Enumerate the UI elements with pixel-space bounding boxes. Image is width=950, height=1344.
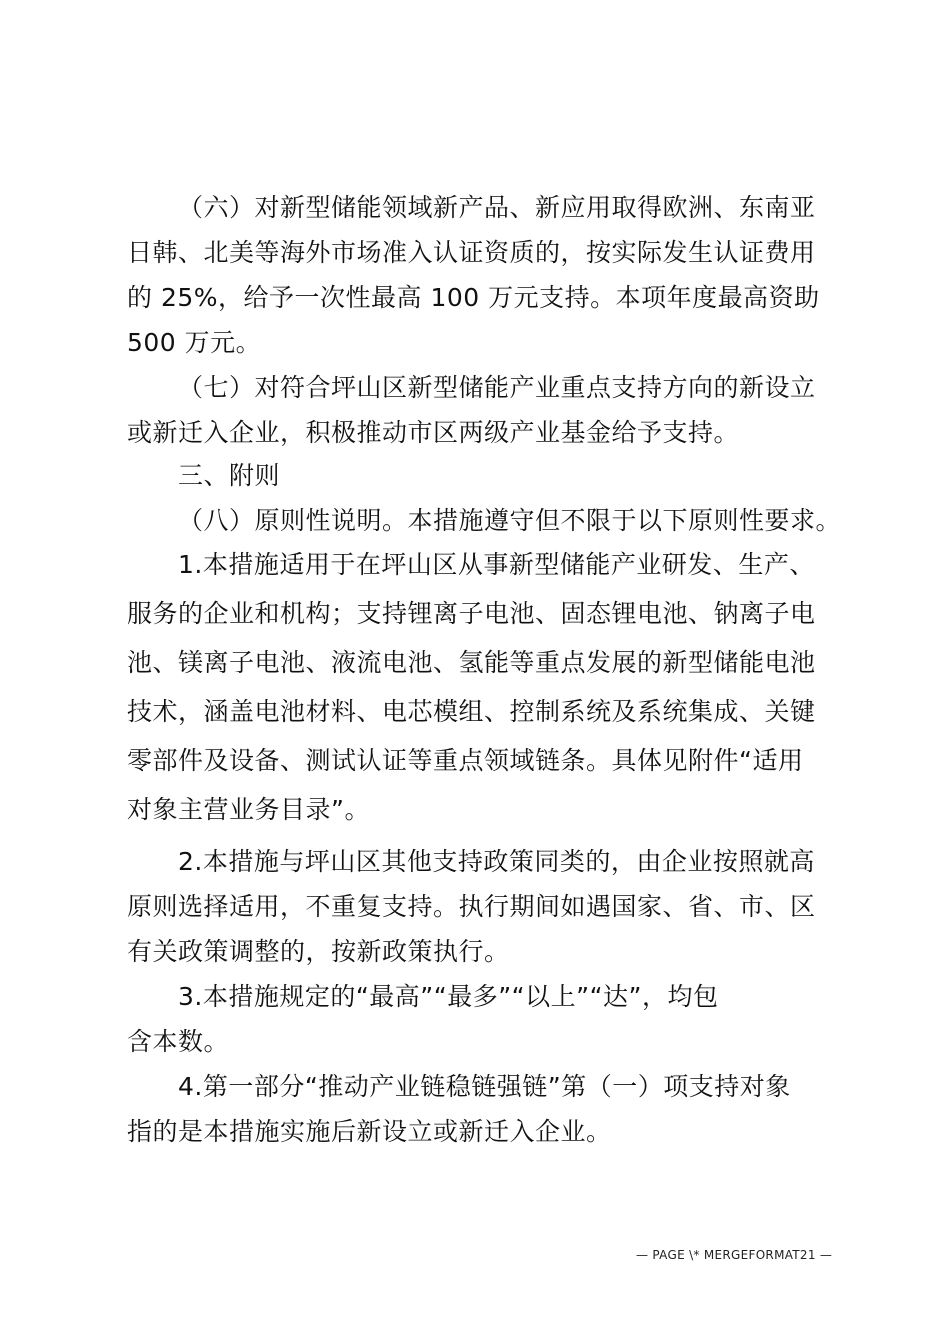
section-heading-appendix: 三、附则 (178, 461, 281, 490)
item-1-line-2: 服务的企业和机构；支持锂离子电池、固态锂电池、钠离子电 (127, 599, 816, 628)
item-3-line-2: 含本数。 (127, 1027, 230, 1056)
item-1-line-3: 池、镁离子电池、液流电池、氢能等重点发展的新型储能电池 (127, 648, 816, 677)
item-4-line-1: 4.第一部分“推动产业链稳链强链”第（一）项支持对象 (178, 1072, 791, 1101)
paragraph-6-line-3: 的 25%，给予一次性最高 100 万元支持。本项年度最高资助 (127, 283, 820, 312)
paragraph-6-line-4: 500 万元。 (127, 328, 262, 357)
paragraph-8-line-1: （八）原则性说明。本措施遵守但不限于以下原则性要求。 (178, 506, 842, 535)
item-2-line-1: 2.本措施与坪山区其他支持政策同类的，由企业按照就高 (178, 847, 815, 876)
paragraph-7-line-1: （七）对符合坪山区新型储能产业重点支持方向的新设立 (178, 373, 816, 402)
item-4-line-2: 指的是本措施实施后新设立或新迁入企业。 (127, 1117, 612, 1146)
item-2-line-3: 有关政策调整的，按新政策执行。 (127, 937, 510, 966)
paragraph-6-line-2: 日韩、北美等海外市场准入认证资质的，按实际发生认证费用 (127, 238, 816, 267)
item-2-line-2: 原则选择适用，不重复支持。执行期间如遇国家、省、市、区 (127, 892, 816, 921)
paragraph-7-line-2: 或新迁入企业，积极推动市区两级产业基金给予支持。 (127, 418, 740, 447)
item-1-line-5: 零部件及设备、测试认证等重点领域链条。具体见附件“适用 (127, 746, 804, 775)
item-1-line-6: 对象主营业务目录”。 (127, 795, 370, 824)
item-3-line-1: 3.本措施规定的“最高”“最多”“以上”“达”，均包 (178, 982, 719, 1011)
item-1-line-1: 1.本措施适用于在坪山区从事新型储能产业研发、生产、 (178, 550, 815, 579)
page-footer: — PAGE \* MERGEFORMAT21 — (636, 1248, 833, 1262)
item-1-line-4: 技术，涵盖电池材料、电芯模组、控制系统及系统集成、关键 (127, 697, 816, 726)
paragraph-6-line-1: （六）对新型储能领域新产品、新应用取得欧洲、东南亚 (178, 193, 816, 222)
